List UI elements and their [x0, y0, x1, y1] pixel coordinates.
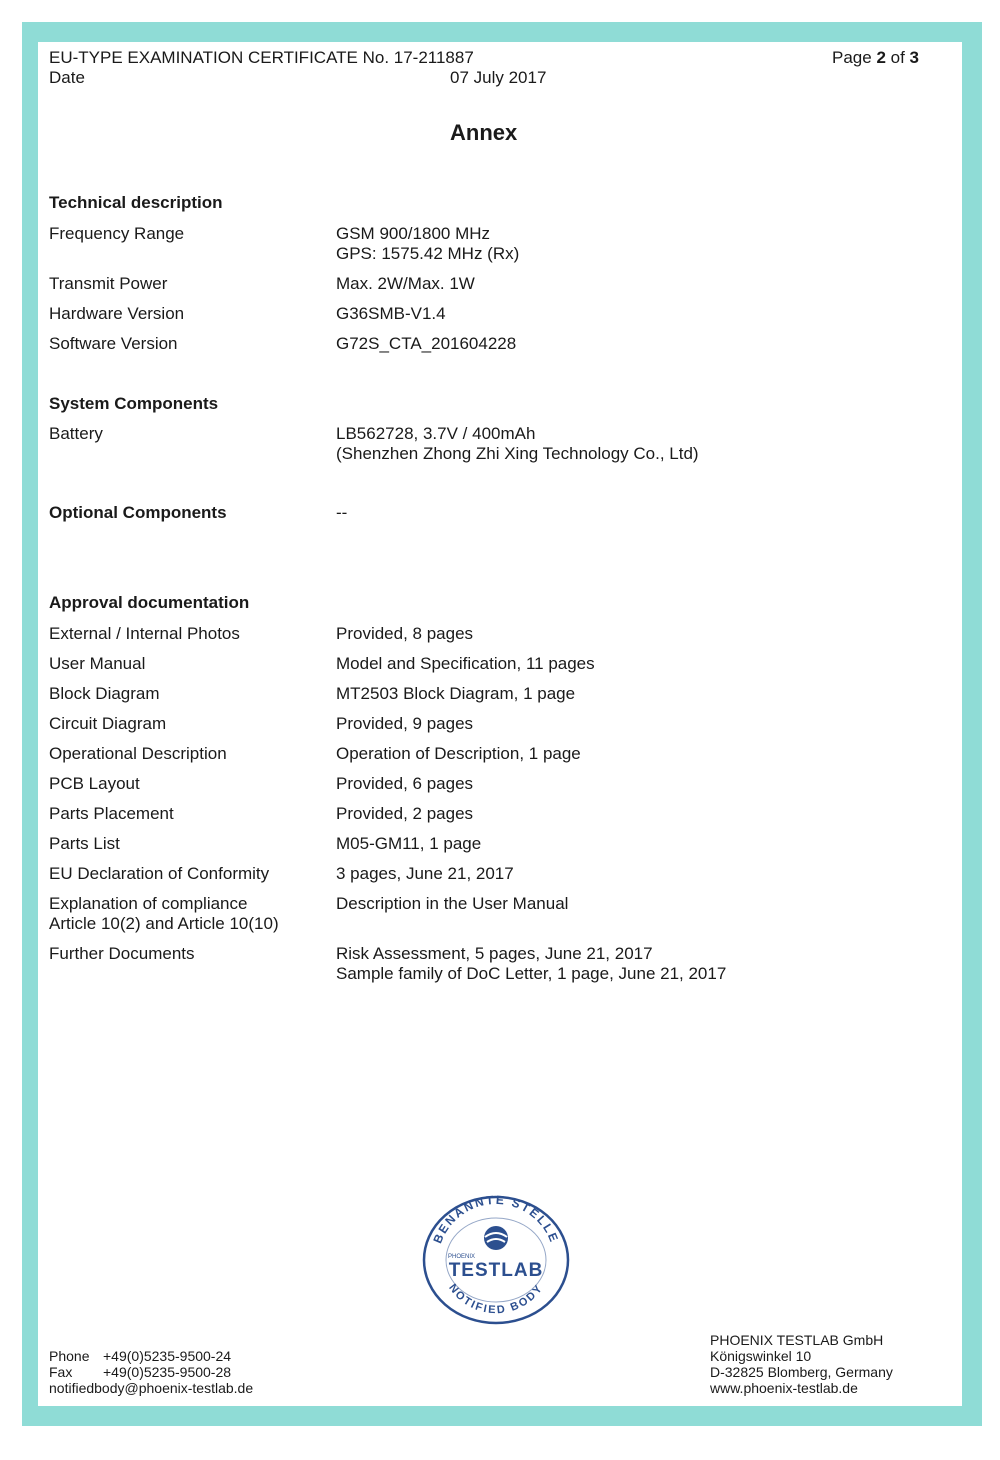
eu-declaration-label: EU Declaration of Conformity — [49, 864, 270, 883]
further-documents-value: Risk Assessment, 5 pages, June 21, 2017 — [336, 944, 653, 963]
phone-number: +49(0)5235-9500-24 — [103, 1348, 232, 1364]
page-total: 3 — [909, 48, 919, 67]
footer-city: D-32825 Blomberg, Germany — [710, 1364, 893, 1380]
stamp-brand: TESTLAB — [448, 1260, 544, 1281]
parts-placement-label: Parts Placement — [49, 804, 174, 823]
fax-number: +49(0)5235-9500-28 — [103, 1364, 232, 1380]
technical-description-heading: Technical description — [49, 193, 223, 212]
parts-list-value: M05-GM11, 1 page — [336, 834, 482, 853]
fax-label: Fax — [49, 1364, 73, 1380]
stamp-brand-small: PHOENIX — [448, 1254, 476, 1260]
circuit-diagram-value: Provided, 9 pages — [336, 714, 474, 733]
notified-body-stamp — [418, 1192, 574, 1328]
external-internal-photos-value: Provided, 8 pages — [336, 624, 474, 643]
parts-list-label: Parts List — [49, 834, 120, 853]
operational-description-label: Operational Description — [49, 744, 227, 763]
software-version-label: Software Version — [49, 334, 178, 353]
eu-declaration-value: 3 pages, June 21, 2017 — [336, 864, 514, 883]
date-label: Date — [49, 68, 85, 87]
transmit-power-label: Transmit Power — [49, 274, 168, 293]
battery-label: Battery — [49, 424, 103, 443]
hardware-version-value: G36SMB-V1.4 — [336, 304, 446, 323]
page-number — [832, 48, 919, 68]
operational-description-value: Operation of Description, 1 page — [336, 744, 581, 763]
explanation-compliance-label: Explanation of compliance — [49, 894, 248, 913]
page-sep: of — [885, 48, 910, 67]
optional-components-value: -- — [336, 503, 348, 522]
explanation-compliance-label-articles: Article 10(2) and Article 10(10) — [49, 914, 279, 933]
page-prefix: Page — [832, 48, 877, 67]
further-documents-value-doc-letter: Sample family of DoC Letter, 1 page, June 21, 2017 — [336, 964, 727, 983]
frequency-range-value-gps: GPS: 1575.42 MHz (Rx) — [336, 244, 520, 263]
circuit-diagram-label: Circuit Diagram — [49, 714, 167, 733]
document-page — [38, 42, 962, 1406]
system-components-heading: System Components — [49, 394, 219, 413]
parts-placement-value: Provided, 2 pages — [336, 804, 474, 823]
frequency-range-label: Frequency Range — [49, 224, 185, 243]
page-current: 2 — [876, 48, 886, 67]
stamp-bottom-text: NOTIFIED BODY — [446, 1281, 546, 1317]
date-value: 07 July 2017 — [450, 68, 547, 87]
explanation-compliance-value: Description in the User Manual — [336, 894, 569, 913]
certificate-title: EU-TYPE EXAMINATION CERTIFICATE No. 17-211887 — [49, 48, 474, 67]
footer-phone — [49, 1348, 231, 1364]
pcb-layout-label: PCB Layout — [49, 774, 140, 793]
battery-value: LB562728, 3.7V / 400mAh — [336, 424, 536, 443]
user-manual-label: User Manual — [49, 654, 146, 673]
block-diagram-label: Block Diagram — [49, 684, 160, 703]
further-documents-label: Further Documents — [49, 944, 195, 963]
approval-documentation-heading: Approval documentation — [49, 593, 250, 612]
phone-label: Phone — [49, 1348, 90, 1364]
pcb-layout-value: Provided, 6 pages — [336, 774, 474, 793]
footer-fax — [49, 1364, 231, 1380]
user-manual-value: Model and Specification, 11 pages — [336, 654, 595, 673]
transmit-power-value: Max. 2W/Max. 1W — [336, 274, 475, 293]
stamp-top-text: BENANNTE STELLE — [430, 1192, 562, 1246]
hardware-version-label: Hardware Version — [49, 304, 185, 323]
frequency-range-value: GSM 900/1800 MHz — [336, 224, 491, 243]
footer-web: www.phoenix-testlab.de — [710, 1380, 858, 1396]
optional-components-heading: Optional Components — [49, 503, 227, 522]
footer-company: PHOENIX TESTLAB GmbH — [710, 1332, 884, 1348]
annex-title: Annex — [450, 120, 518, 145]
block-diagram-value: MT2503 Block Diagram, 1 page — [336, 684, 576, 703]
battery-manufacturer: (Shenzhen Zhong Zhi Xing Technology Co., Ltd) — [336, 444, 699, 463]
footer-street: Königswinkel 10 — [710, 1348, 812, 1364]
software-version-value: G72S_CTA_201604228 — [336, 334, 517, 353]
external-internal-photos-label: External / Internal Photos — [49, 624, 240, 643]
stamp-logo-icon — [484, 1226, 508, 1250]
footer-email: notifiedbody@phoenix-testlab.de — [49, 1380, 254, 1396]
